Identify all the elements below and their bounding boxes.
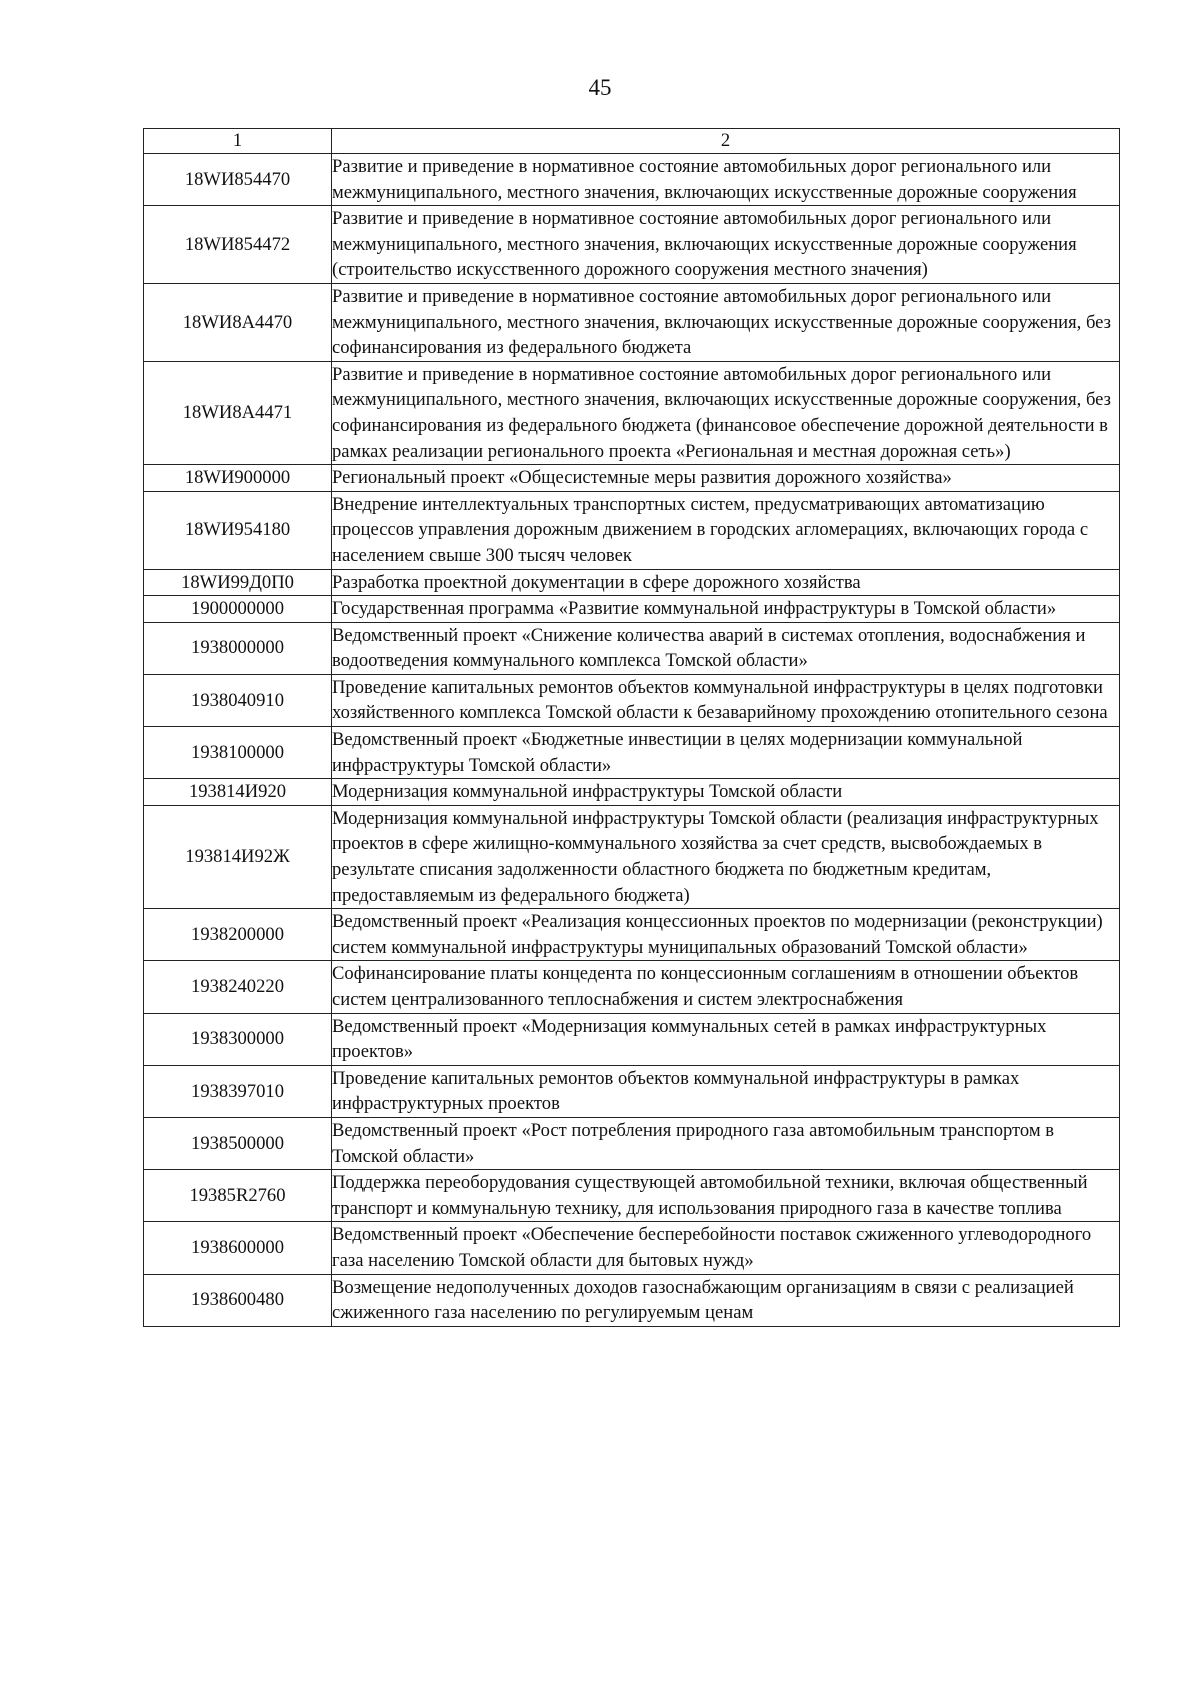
table-row	[144, 465, 1120, 492]
row-description: Модернизация коммунальной инфраструктуры Томской области (реализация инфраструктурных проектов в сфере жилищно-коммунального хозяйства за счет средств, высвобождаемых в результате списания задолженности областного бюджета по бюджетным кредитам, предоставляемым из федерального бюджета)	[332, 805, 1120, 908]
table-row	[144, 674, 1120, 726]
row-description: Государственная программа «Развитие коммунальной инфраструктуры в Томской области»	[332, 596, 1120, 623]
row-description: Ведомственный проект «Рост потребления природного газа автомобильным транспортом в Томской области»	[332, 1117, 1120, 1169]
row-description: Ведомственный проект «Бюджетные инвестиции в целях модернизации коммунальной инфраструктуры Томской области»	[332, 727, 1120, 779]
row-description: Ведомственный проект «Реализация концессионных проектов по модернизации (реконструкции) систем коммунальной инфраструктуры муниципальных образований Томской области»	[332, 909, 1120, 961]
row-code: 1938200000	[144, 909, 332, 961]
row-code: 1938040910	[144, 674, 332, 726]
row-description: Софинансирование платы концедента по концессионным соглашениям в отношении объектов систем централизованного теплоснабжения и систем электроснабжения	[332, 961, 1120, 1013]
table-row	[144, 1222, 1120, 1274]
table-row	[144, 569, 1120, 596]
row-description: Внедрение интеллектуальных транспортных систем, предусматривающих автоматизацию процессов управления дорожным движением в городских агломерациях, включающих города с населением свыше 300 тысяч человек	[332, 491, 1120, 569]
row-code: 18WИ900000	[144, 465, 332, 492]
row-code: 193814И920	[144, 779, 332, 806]
row-code: 19385R2760	[144, 1170, 332, 1222]
row-code: 193814И92Ж	[144, 805, 332, 908]
table-row	[144, 596, 1120, 623]
column-header-code: 1	[144, 129, 332, 154]
table-row	[144, 727, 1120, 779]
table-row	[144, 805, 1120, 908]
row-code: 18WИ8А4471	[144, 361, 332, 464]
row-code: 1938300000	[144, 1013, 332, 1065]
row-code: 1938100000	[144, 727, 332, 779]
row-description: Поддержка переоборудования существующей автомобильной техники, включая общественный транспорт и коммунальную технику, для использования природного газа в качестве топлива	[332, 1170, 1120, 1222]
table-row	[144, 1274, 1120, 1326]
row-code: 18WИ99Д0П0	[144, 569, 332, 596]
table-row	[144, 361, 1120, 464]
row-description: Развитие и приведение в нормативное состояние автомобильных дорог регионального или межмуниципального, местного значения, включающих искусственные дорожные сооружения, без софинансирования из федерального бюджета (финансовое обеспечение дорожной деятельности в рамках реализации регионального проекта «Региональная и местная дорожная сеть»)	[332, 361, 1120, 464]
row-code: 1938397010	[144, 1065, 332, 1117]
row-description: Развитие и приведение в нормативное состояние автомобильных дорог регионального или межмуниципального, местного значения, включающих искусственные дорожные сооружения	[332, 154, 1120, 206]
row-description: Ведомственный проект «Модернизация коммунальных сетей в рамках инфраструктурных проектов»	[332, 1013, 1120, 1065]
row-code: 1938500000	[144, 1117, 332, 1169]
row-code: 18WИ854470	[144, 154, 332, 206]
table-row	[144, 491, 1120, 569]
row-code: 18WИ8А4470	[144, 283, 332, 361]
row-code: 1938000000	[144, 622, 332, 674]
row-code: 1900000000	[144, 596, 332, 623]
table-header-row	[144, 129, 1120, 154]
budget-code-table	[143, 128, 1120, 1327]
row-description: Возмещение недополученных доходов газоснабжающим организациям в связи с реализацией сжиженного газа населению по регулируемым ценам	[332, 1274, 1120, 1326]
row-description: Региональный проект «Общесистемные меры развития дорожного хозяйства»	[332, 465, 1120, 492]
row-description: Ведомственный проект «Снижение количества аварий в системах отопления, водоснабжения и водоотведения коммунального комплекса Томской области»	[332, 622, 1120, 674]
page-number: 45	[588, 75, 612, 100]
row-code: 1938600000	[144, 1222, 332, 1274]
table-row	[144, 961, 1120, 1013]
table-row	[144, 1117, 1120, 1169]
table-row	[144, 154, 1120, 206]
row-description: Проведение капитальных ремонтов объектов коммунальной инфраструктуры в целях подготовки хозяйственного комплекса Томской области к безаварийному прохождению отопительного сезона	[332, 674, 1120, 726]
column-header-description: 2	[332, 129, 1120, 154]
row-description: Проведение капитальных ремонтов объектов коммунальной инфраструктуры в рамках инфраструктурных проектов	[332, 1065, 1120, 1117]
row-code: 1938240220	[144, 961, 332, 1013]
row-description: Ведомственный проект «Обеспечение бесперебойности поставок сжиженного углеводородного газа населению Томской области для бытовых нужд»	[332, 1222, 1120, 1274]
table-row	[144, 1013, 1120, 1065]
table-row	[144, 622, 1120, 674]
row-description: Развитие и приведение в нормативное состояние автомобильных дорог регионального или межмуниципального, местного значения, включающих искусственные дорожные сооружения, без софинансирования из федерального бюджета	[332, 283, 1120, 361]
row-description: Развитие и приведение в нормативное состояние автомобильных дорог регионального или межмуниципального, местного значения, включающих искусственные дорожные сооружения (строительство искусственного дорожного сооружения местного значения)	[332, 206, 1120, 284]
row-description: Модернизация коммунальной инфраструктуры Томской области	[332, 779, 1120, 806]
row-description: Разработка проектной документации в сфере дорожного хозяйства	[332, 569, 1120, 596]
row-code: 18WИ954180	[144, 491, 332, 569]
table-row	[144, 283, 1120, 361]
table-row	[144, 909, 1120, 961]
table-row	[144, 1170, 1120, 1222]
row-code: 18WИ854472	[144, 206, 332, 284]
table-row	[144, 206, 1120, 284]
row-code: 1938600480	[144, 1274, 332, 1326]
table-row	[144, 779, 1120, 806]
table-row	[144, 1065, 1120, 1117]
